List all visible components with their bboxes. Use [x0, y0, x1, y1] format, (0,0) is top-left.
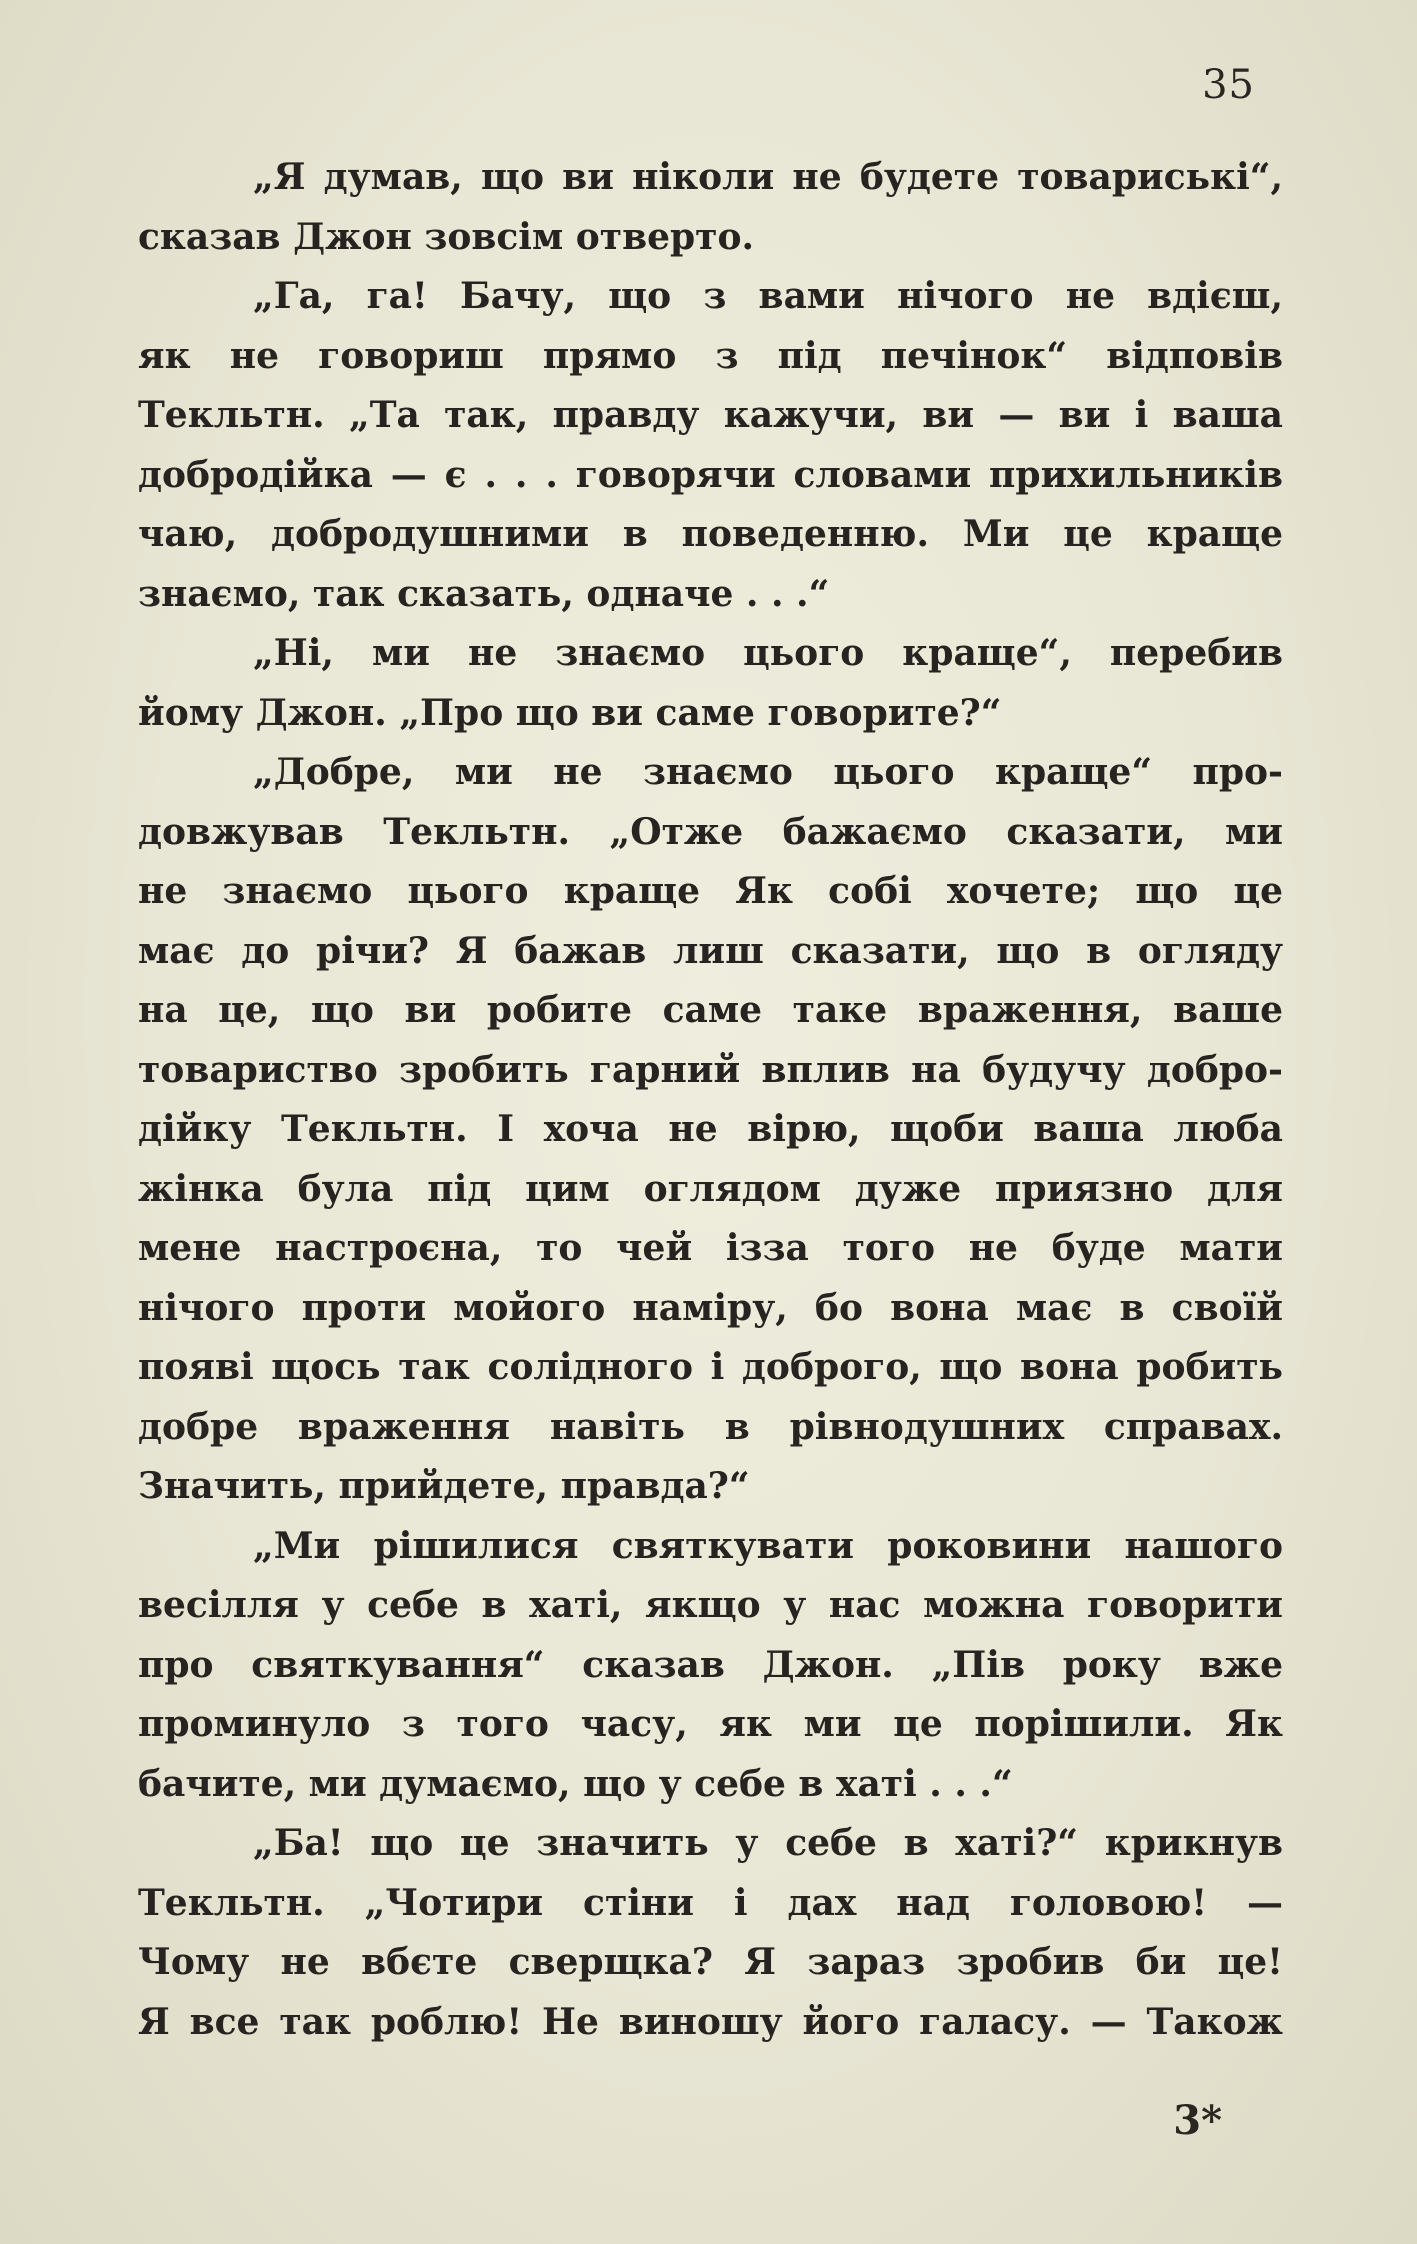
text-line: весілля у себе в хаті, якщо у нас можна говорити — [138, 1584, 1283, 1626]
text-line: на це, що ви робите саме таке враження, ваше — [138, 989, 1283, 1031]
text-line: не знаємо цього краще Як собі хочете; що це — [138, 870, 1283, 912]
text-line: „Ми рішилися святкувати роковини нашого — [253, 1524, 1283, 1567]
text-line: Я все так роблю! Не виношу його галасу. — Також — [138, 2000, 1283, 2043]
text-line: появі щось так солідного і доброго, що вона робить — [138, 1346, 1283, 1388]
text-line: про святкування“ сказав Джон. „Пів року вже — [138, 1643, 1283, 1686]
paragraph — [138, 1814, 1283, 2052]
text-line: Значить, прийдете, правда?“ — [138, 1465, 750, 1507]
page-number: 35 — [1202, 62, 1255, 108]
text-body — [138, 148, 1283, 2052]
text-line: „Добре, ми не знаємо цього краще“ про- — [253, 751, 1283, 793]
text-line: як не говориш прямо з під печінок“ відповів — [138, 334, 1283, 377]
text-line: нічого проти мойого наміру, бо вона має в своїй — [138, 1286, 1283, 1329]
text-line: Чому не вбєте сверщка? Я зараз зробив би це! — [138, 1941, 1283, 1983]
paragraph — [138, 624, 1283, 743]
text-line: „Га, га! Бачу, що з вами нічого не вдієш, — [253, 275, 1283, 317]
text-line: мене настроєна, то чей ізза того не буде мати — [138, 1227, 1283, 1269]
text-line: йому Джон. „Про що ви саме говорите?“ — [138, 691, 1002, 734]
text-line: чаю, добродушними в поведенню. Ми це краще — [138, 513, 1283, 555]
text-line: дійку Текльтн. І хоча не вірю, щоби ваша люба — [138, 1108, 1283, 1150]
text-line: знаємо, так сказать, одначе . . .“ — [138, 572, 830, 615]
text-line: сказав Джон зовсім отверто. — [138, 215, 755, 258]
text-line: проминуло з того часу, як ми це порішили. Як — [138, 1703, 1283, 1745]
text-line: Текльтн. „Чотири стіни і дах над головою! — — [138, 1881, 1283, 1924]
text-line: товариство зробить гарний вплив на будучу добро- — [138, 1048, 1283, 1091]
text-line: довжував Текльтн. „Отже бажаємо сказати, ми — [138, 810, 1283, 853]
text-line: має до річи? Я бажав лиш сказати, що в огляду — [138, 929, 1283, 972]
text-line: Текльтн. „Та так, правду кажучи, ви — ви і ваша — [138, 394, 1283, 436]
paragraph — [138, 267, 1283, 624]
text-line: „Ба! що це значить у себе в хаті?“ крикнув — [253, 1822, 1283, 1864]
text-line: „Ні, ми не знаємо цього краще“, перебив — [253, 632, 1283, 674]
text-line: бачите, ми думаємо, що у себе в хаті . . .“ — [138, 1762, 1013, 1805]
text-line: жінка була під цим оглядом дуже приязно для — [138, 1167, 1283, 1210]
paragraph — [138, 148, 1283, 267]
text-line: „Я думав, що ви ніколи не будете товариські“, — [253, 156, 1283, 198]
printer-signature-mark: 3* — [1173, 2097, 1222, 2144]
text-line: добродійка — є . . . говорячи словами прихильників — [138, 453, 1283, 496]
paragraph — [138, 743, 1283, 1517]
text-line: добре враження навіть в рівнодушних справах. — [138, 1405, 1283, 1448]
paragraph — [138, 1517, 1283, 1815]
